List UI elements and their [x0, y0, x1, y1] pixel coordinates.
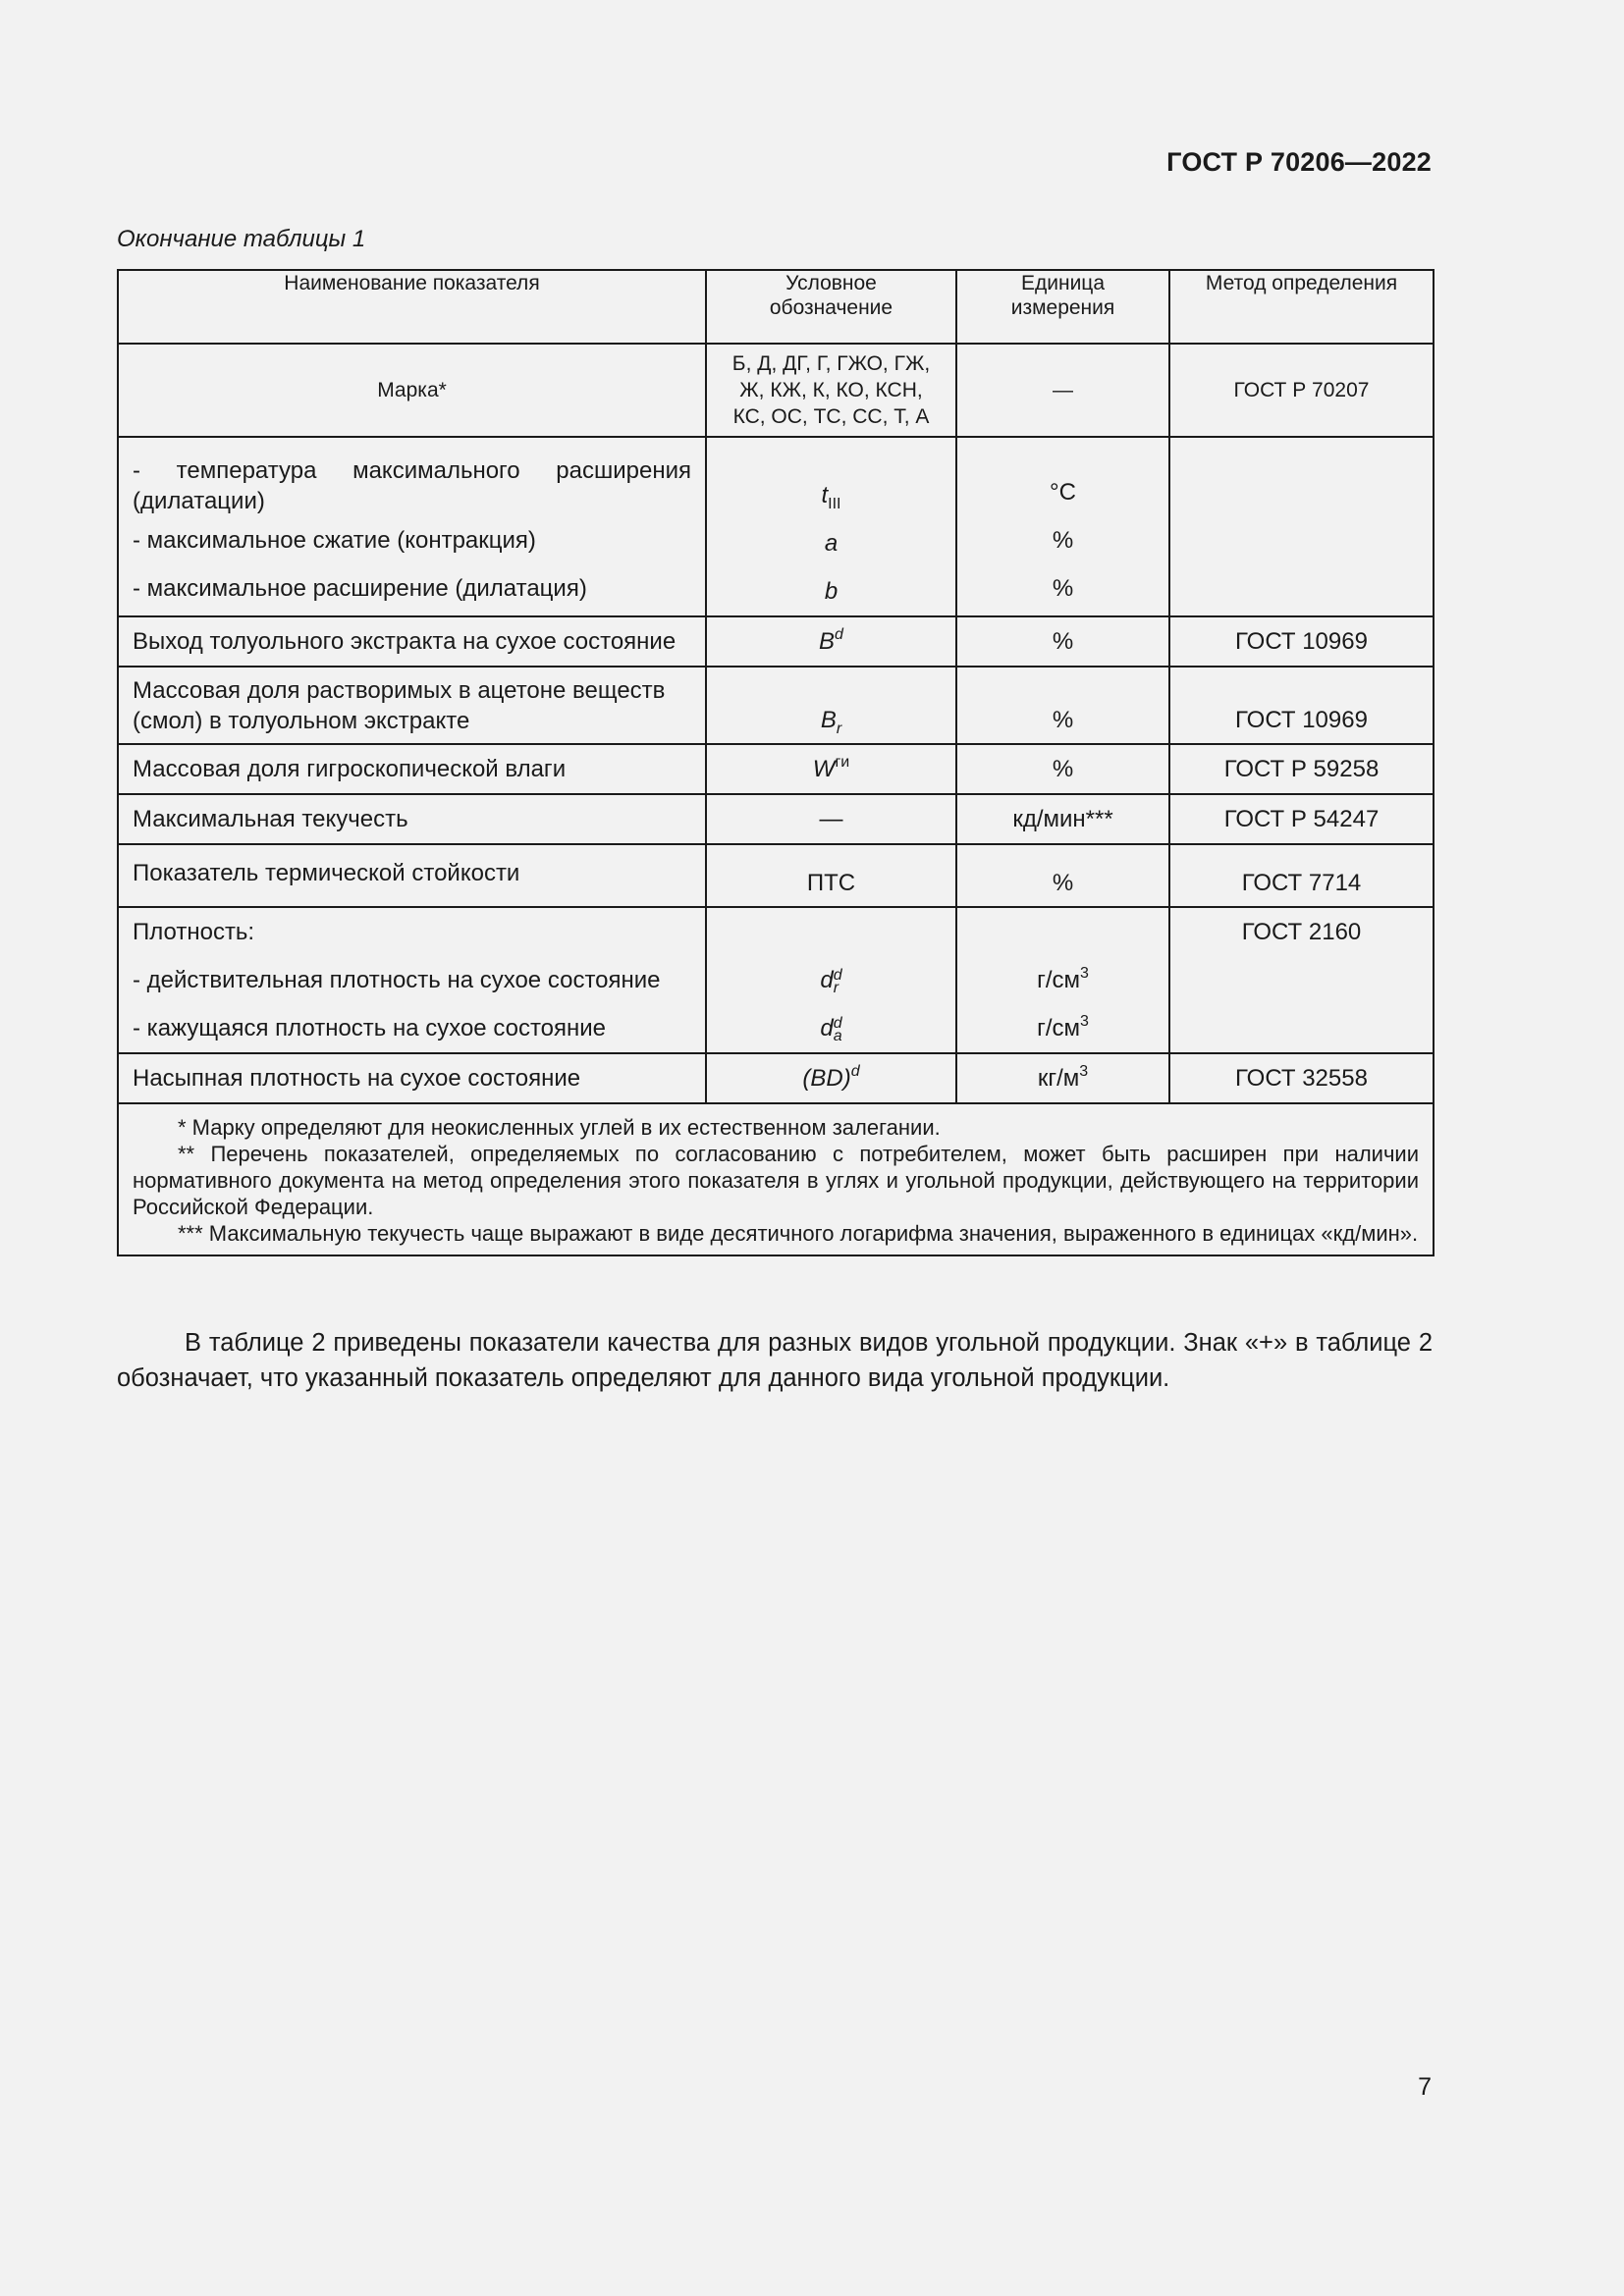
- indicators-table: [117, 269, 1435, 1256]
- list-item: - максимальное сжатие (контракция): [133, 527, 536, 554]
- table-row-marka: [118, 344, 1434, 437]
- fluidity-unit: кд/мин***: [956, 794, 1169, 844]
- table-row-acetone: [118, 667, 1434, 744]
- list-item: - действительная плотность на сухое состояние: [133, 967, 661, 993]
- table-row-bulk: [118, 1053, 1434, 1103]
- marka-method: ГОСТ Р 70207: [1169, 344, 1434, 437]
- toluene-name: Выход толуольного экстракта на сухое состояние: [118, 616, 706, 667]
- unit-percent: %: [1052, 527, 1074, 554]
- toluene-unit: %: [956, 616, 1169, 667]
- moisture-unit: %: [956, 744, 1169, 794]
- body-paragraph: В таблице 2 приведены показатели качества для разных видов угольной продукции. Знак «+» в таблице 2 обозначает, что указанный показатель определяют для данного вида угольной продукции.: [117, 1329, 1433, 1392]
- symbol-b: b: [824, 578, 839, 605]
- symbol-d-r: d d r: [820, 966, 842, 996]
- acetone-name: Массовая доля растворимых в ацетоне веществ (смол) в толуольном экстракте: [118, 667, 706, 744]
- note-2: ** Перечень показателей, определяемых по согласованию с потребителем, может быть расширен при наличии нормативного документа на метод определения этого показателя в углях и угольной продукции, действующего на территории Российской Федерации.: [133, 1142, 1419, 1219]
- density-names: [118, 907, 706, 1053]
- symbol-d-a: d d a: [820, 1014, 842, 1044]
- table-caption: Окончание таблицы 1: [117, 226, 366, 252]
- dilatometry-method: [1169, 437, 1434, 616]
- density-heading: Плотность:: [133, 919, 255, 945]
- unit-g-cm3: $г/см^3$: [1037, 965, 1089, 993]
- bulk-unit: $кг/м^3$: [956, 1053, 1169, 1103]
- thermal-symbol: ПТС: [706, 844, 956, 907]
- table-header-row: [118, 270, 1434, 344]
- table-notes-row: [118, 1103, 1434, 1255]
- dilatometry-symbols: [706, 437, 956, 616]
- table-notes: [118, 1103, 1434, 1255]
- bulk-method: ГОСТ 32558: [1169, 1053, 1434, 1103]
- list-item: - максимальное расширение (дилатация): [133, 575, 587, 602]
- column-header-unit: Единица измерения: [956, 270, 1169, 344]
- bulk-symbol: (BD)$^d$: [706, 1053, 956, 1103]
- dilatometry-names: [118, 437, 706, 616]
- dilatometry-units: [956, 437, 1169, 616]
- fluidity-method: ГОСТ Р 54247: [1169, 794, 1434, 844]
- list-item: - кажущаяся плотность на сухое состояние: [133, 1015, 607, 1041]
- unit-percent: %: [1052, 575, 1074, 602]
- moisture-symbol: $W^{ги}$: [706, 744, 956, 794]
- moisture-name: Массовая доля гигроскопической влаги: [118, 744, 706, 794]
- column-header-method: Метод определения: [1169, 270, 1434, 344]
- note-1: * Марку определяют для неокисленных углей в их естественном залегании.: [178, 1115, 941, 1140]
- symbol-a: a: [824, 530, 839, 557]
- symbol-t-max: $t_{III}$: [821, 482, 841, 512]
- thermal-unit: %: [956, 844, 1169, 907]
- unit-celsius: °С: [1050, 479, 1076, 506]
- density-method: ГОСТ 2160: [1169, 907, 1434, 1053]
- list-item: - температура максимального расширения (дилатации): [133, 457, 691, 514]
- thermal-method: ГОСТ 7714: [1169, 844, 1434, 907]
- density-units: [956, 907, 1169, 1053]
- table-row-fluidity: [118, 794, 1434, 844]
- acetone-symbol: $B_r$: [706, 667, 956, 744]
- bulk-name: Насыпная плотность на сухое состояние: [118, 1053, 706, 1103]
- marka-name: Марка*: [118, 344, 706, 437]
- note-3: *** Максимальную текучесть чаще выражают в виде десятичного логарифма значения, выраженного в единицах «кд/мин».: [178, 1221, 1419, 1246]
- thermal-name: Показатель термической стойкости: [118, 844, 706, 907]
- moisture-method: ГОСТ Р 59258: [1169, 744, 1434, 794]
- marka-symbol: Б, Д, ДГ, Г, ГЖО, ГЖ, Ж, КЖ, К, КО, КСН, КС, ОС, ТС, СС, Т, А: [706, 344, 956, 437]
- table-row-moisture: [118, 744, 1434, 794]
- fluidity-name: Максимальная текучесть: [118, 794, 706, 844]
- table-row-thermal: [118, 844, 1434, 907]
- document-code: ГОСТ Р 70206—2022: [1166, 147, 1432, 177]
- table-row-dilatometry: [118, 437, 1434, 616]
- acetone-unit: %: [956, 667, 1169, 744]
- unit-g-cm3: $г/см^3$: [1037, 1013, 1089, 1041]
- toluene-symbol: $B^d$: [706, 616, 956, 667]
- table-row-toluene: [118, 616, 1434, 667]
- page-number: 7: [1418, 2073, 1432, 2101]
- marka-unit: —: [956, 344, 1169, 437]
- fluidity-symbol: —: [706, 794, 956, 844]
- toluene-method: ГОСТ 10969: [1169, 616, 1434, 667]
- column-header-name: Наименование показателя: [118, 270, 706, 344]
- table-row-density: [118, 907, 1434, 1053]
- acetone-method: ГОСТ 10969: [1169, 667, 1434, 744]
- density-symbols: [706, 907, 956, 1053]
- column-header-symbol: Условное обозначение: [706, 270, 956, 344]
